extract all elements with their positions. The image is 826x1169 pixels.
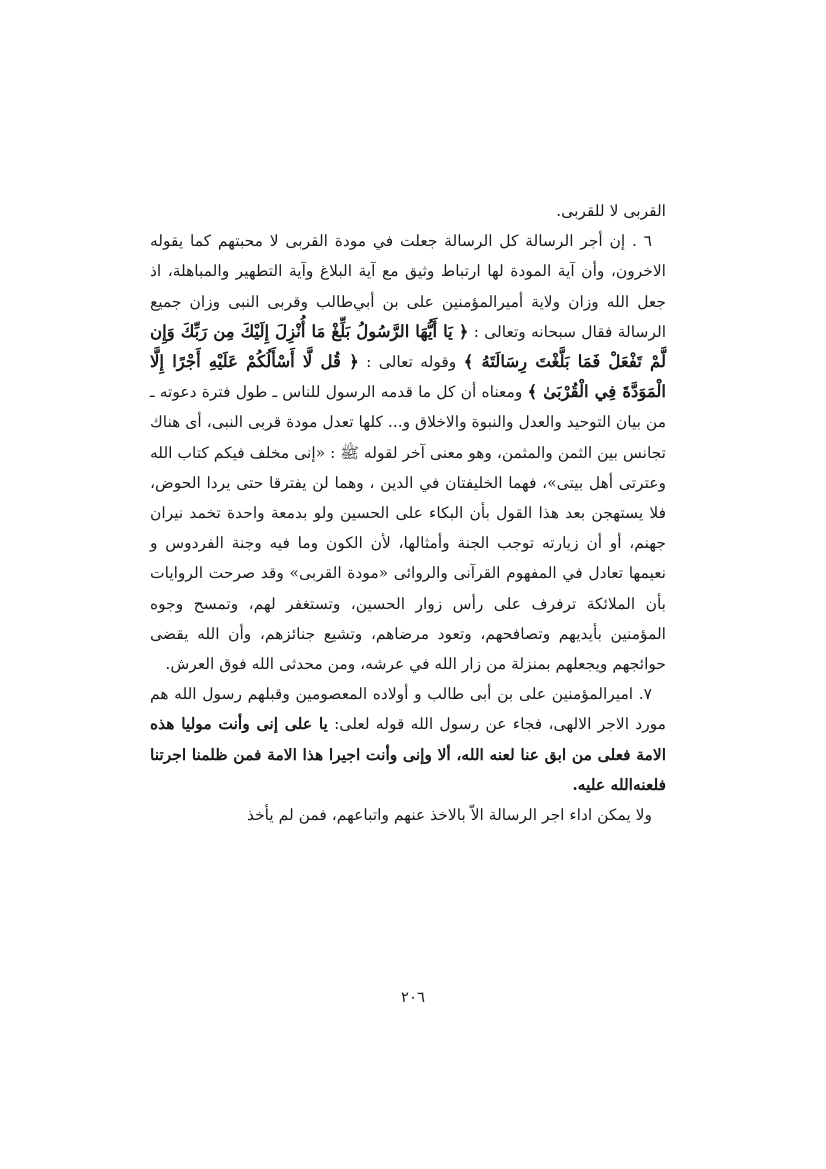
text-segment: وقوله تعالى : xyxy=(358,353,464,372)
text-segment: ومعناه أن كل ما قدمه الرسول للناس ـ طول فترة دعوته ـ من بيان التوحيد والعدل والنبوة والاخلاق و... كلها تعدل مودة قربى النبى، أى هناك تجانس بين الثمن والمثمن، وهو معنى آخر لقوله ﷺ : «إنى مخلف فيكم كتاب الله وعترتى أهل بيتى»، فهما الخليفتان في الدين ، وهما لن يفترقا حتى يردا الحوض، فلا يستهجن بعد هذا القول بأن البكاء على الحسين ولو بدمعة واحدة تخمد نيران جهنم، أو أن زيارته توجب الجنة وأمثالها، لأن الكون وما فيه وجنة الفردوس و نعيمها تعادل في المفهوم القرآنى والروائى «مودة القربى» وقد صرحت الروايات بأن الملائكة ترفرف على رأس زوار الحسين، وتستغفر لهم، وتمسح وجوه المؤمنين بأيديهم وتصافحهم، وتعود مرضاهم، وتشيع جنائزهم، وأن الله يقضى حوائجهم ويجعلهم بمنزلة من زار الله في عرشه، ومن محدثى الله فوق العرش. xyxy=(150,383,666,674)
body-text xyxy=(150,196,666,830)
text-segment: ٦ . إن أجر الرسالة كل الرسالة جعلت في مودة القربى لا محبتهم كما يقوله الاخرون، وأن آية المودة لها ارتباط وثيق مع آية البلاغ وآية التطهير والمباهلة، اذ جعل الله وزان ولاية أميرالمؤمنين على بن أبي‌طالب وقربى النبى وزان جميع الرسالة فقال سبحانه وتعالى : xyxy=(150,232,666,341)
text-segment: ٧. اميرالمؤمنين على بن أبى طالب و أولاده المعصومين وقبلهم رسول الله هم مورد الاجر الالهى، فجاء عن رسول الله قوله لعلى: xyxy=(150,685,666,734)
text-segment: القربى لا للقربى. xyxy=(556,202,666,220)
hadith-quote: يا على إنى وأنت موليا هذه الامة فعلى من ابق عنا لعنه الله، ألا وإنى وأنت اجيرا هذا الامة فمن ظلمنا اجرتنا فلعنه‌الله عليه. xyxy=(150,714,666,794)
paragraph-continuation xyxy=(150,196,666,226)
page-number: ٢٠٦ xyxy=(400,988,426,1006)
paragraph-closing xyxy=(150,800,666,830)
quran-verse: ﴿ يَا أَيُّهَا الرَّسُولُ بَلِّغْ مَا أُنْزِلَ إِلَيْكَ مِن رَبِّكَ وَإِن لَّمْ تَفْعَلْ فَمَا بَلَّغْتَ رِسَالَتَهُ ﴾ xyxy=(150,321,666,372)
quran-verse: ﴿ قُل لَّا أَسْأَلُكُمْ عَلَيْهِ أَجْرًا إِلَّا الْمَوَدَّةَ فِي الْقُرْبَىٰ ﴾ xyxy=(150,352,666,402)
paragraph-point-7 xyxy=(150,679,666,800)
paragraph-point-6 xyxy=(150,226,666,679)
text-segment: ولا يمكن اداء اجر الرسالة الاّ بالاخذ عنهم واتباعهم، فمن لم يأخذ xyxy=(246,806,652,825)
